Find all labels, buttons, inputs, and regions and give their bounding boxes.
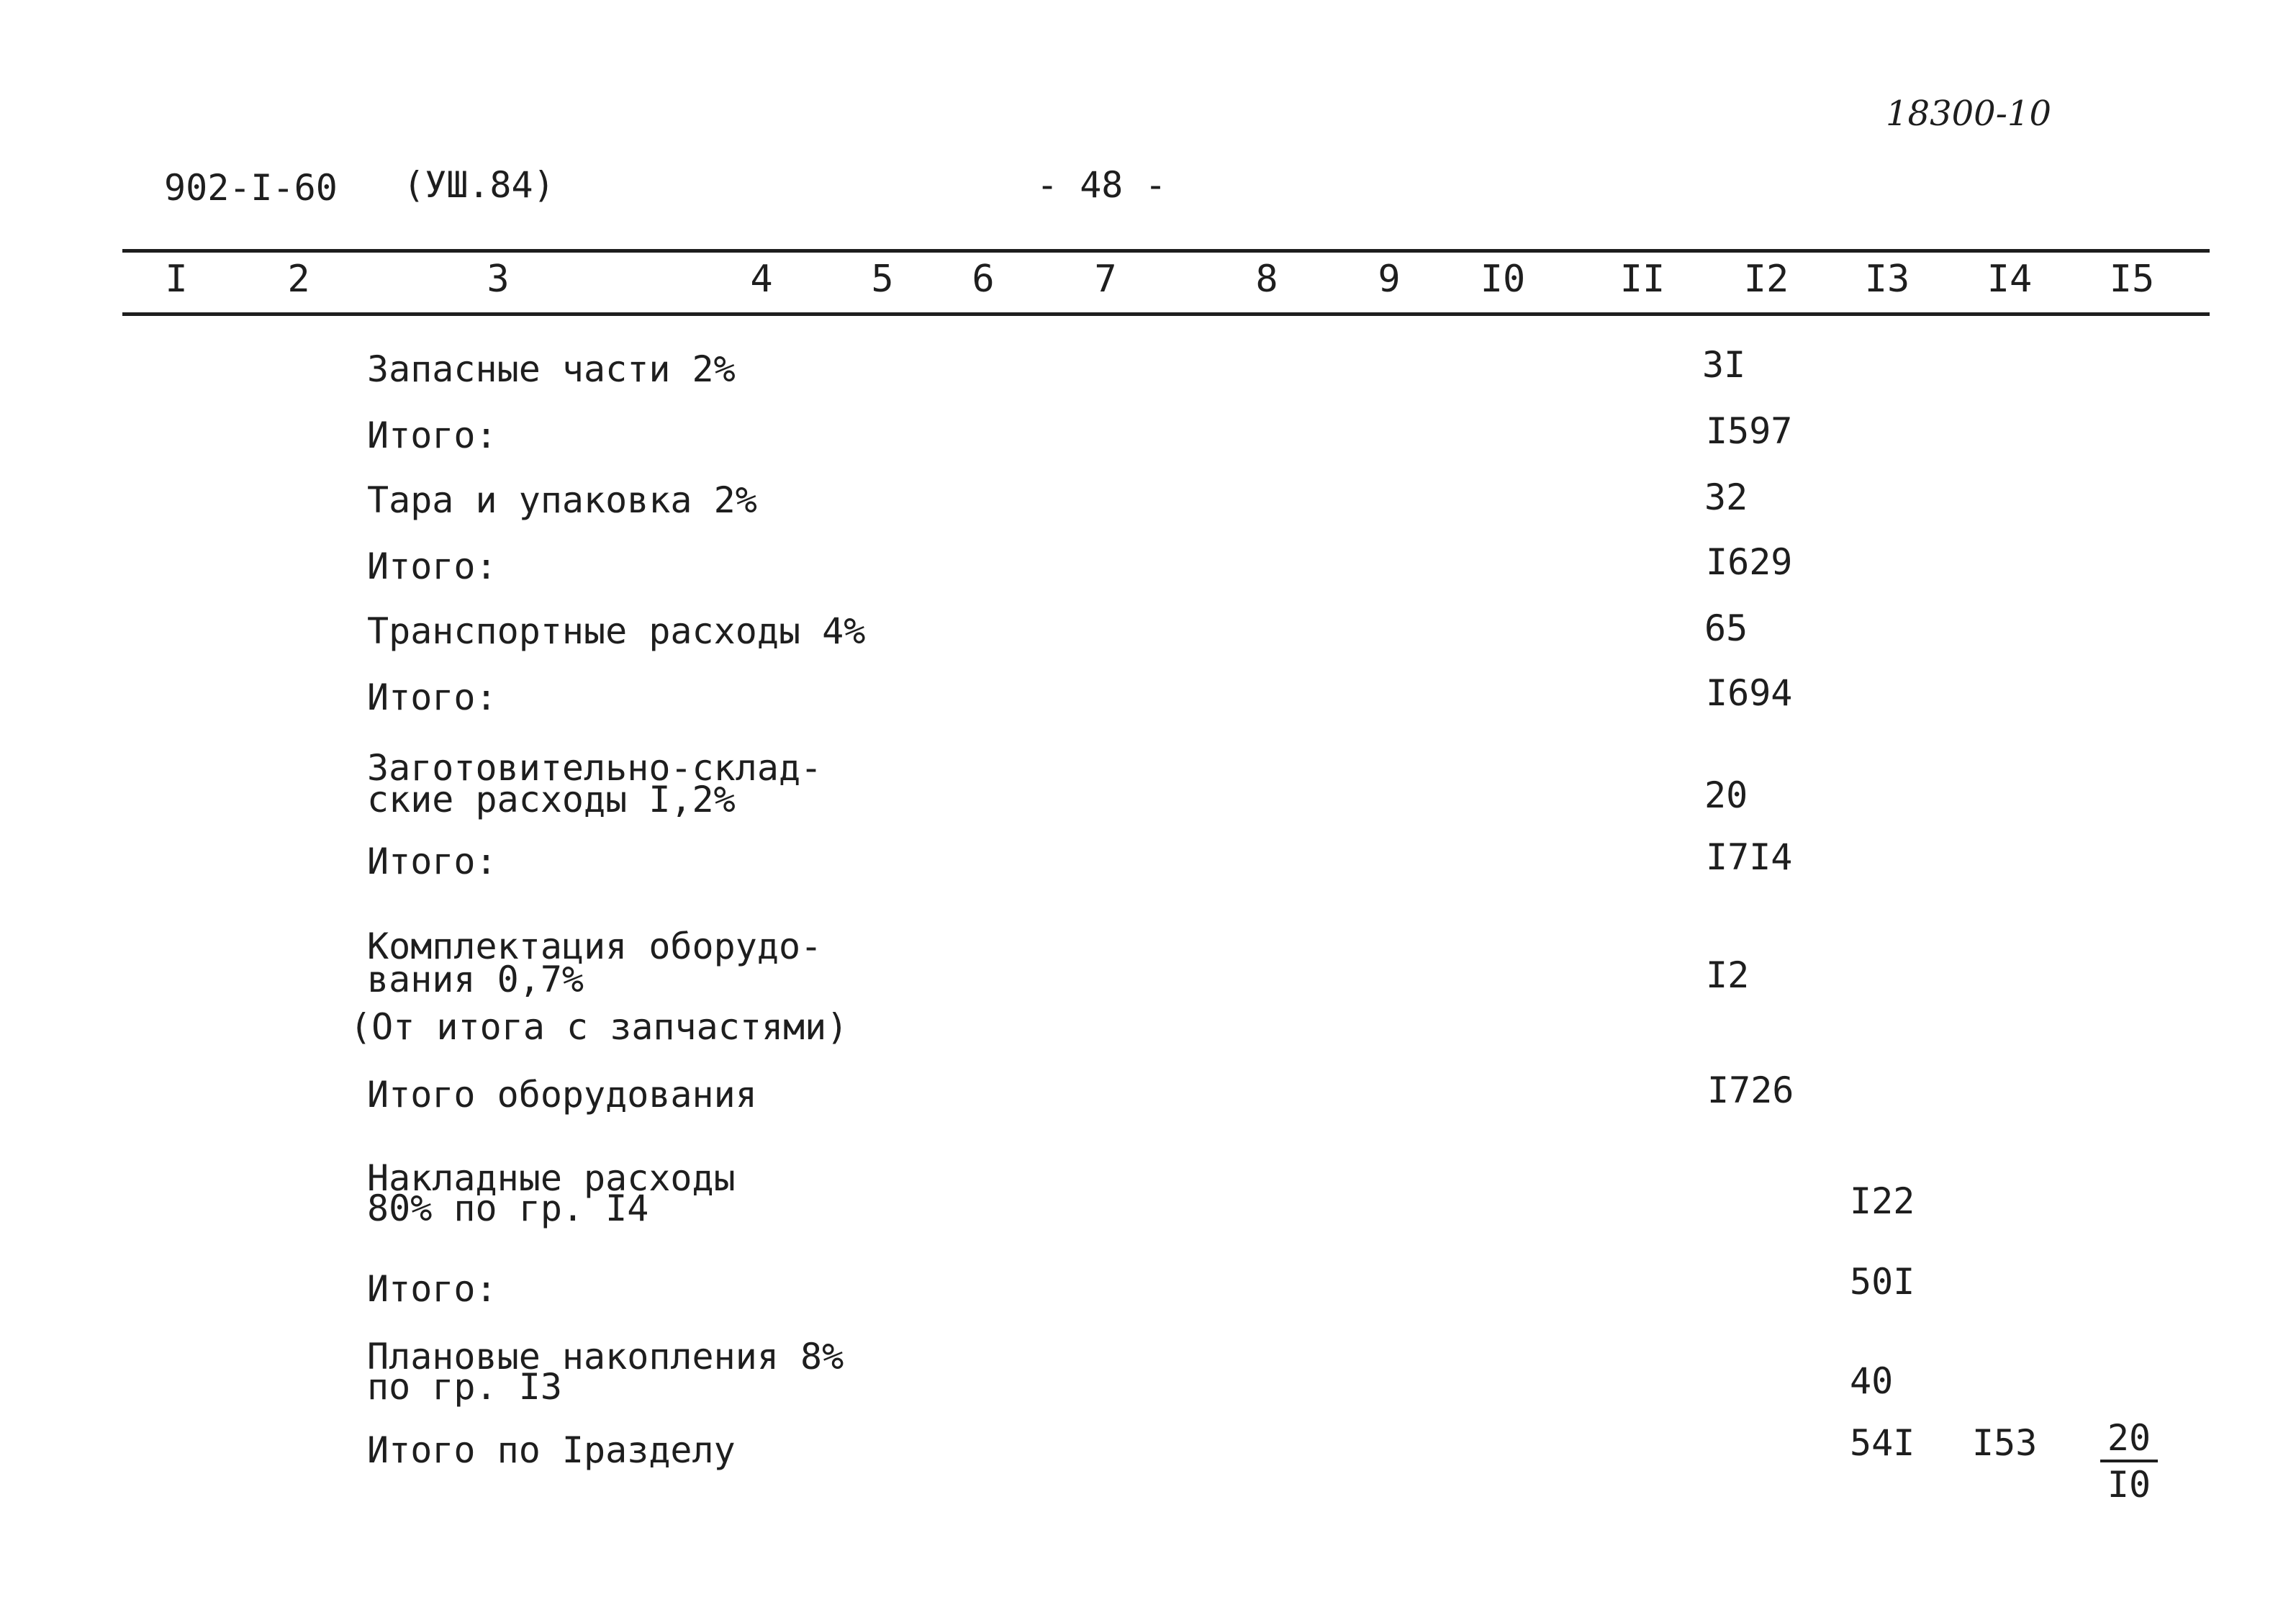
- column-header-5: 5: [871, 258, 894, 301]
- column-header-15: I5: [2109, 258, 2155, 301]
- column-header-10: I0: [1480, 258, 1526, 301]
- fraction-denominator: I0: [2107, 1464, 2151, 1506]
- row-value-equipment-total: I726: [1707, 1069, 1794, 1111]
- row-label-equipment-set-line2: вания 0,7%: [367, 959, 584, 1000]
- column-header-9: 9: [1378, 258, 1401, 301]
- row-label-planned-savings-line2: по гр. I3: [367, 1366, 562, 1408]
- column-header-13: I3: [1864, 258, 1910, 301]
- document-code: 902-I-60: [164, 167, 338, 209]
- document-note: (УШ.84): [403, 164, 555, 206]
- archive-number: 18300-10: [1886, 94, 2051, 134]
- row-value-section-total-col13: 54I: [1850, 1422, 1915, 1464]
- row-label-total-4: Итого:: [367, 841, 497, 882]
- column-header-1: I: [165, 258, 188, 301]
- row-label-overhead-line1: Накладные расходы: [367, 1157, 736, 1199]
- row-value-transport: 65: [1704, 607, 1748, 649]
- row-value-spare-parts: 3I: [1702, 344, 1746, 386]
- column-header-14: I4: [1987, 258, 2033, 301]
- row-value-total-4: I7I4: [1706, 836, 1793, 878]
- row-value-overhead: I22: [1850, 1180, 1915, 1222]
- row-label-packaging: Тара и упаковка 2%: [367, 479, 757, 521]
- row-label-section-total: Итого по Iразделу: [367, 1429, 736, 1471]
- column-header-6: 6: [972, 258, 995, 301]
- row-label-total-2: Итого:: [367, 546, 497, 587]
- row-label-total-1: Итого:: [367, 415, 497, 456]
- table-top-rule: [122, 249, 2210, 253]
- row-value-total-3: I694: [1706, 672, 1793, 714]
- column-header-3: 3: [487, 258, 510, 301]
- row-label-transport: Транспортные расходы 4%: [367, 610, 866, 652]
- row-value-section-total-col15: [2100, 1416, 2158, 1507]
- table-header-rule: [122, 312, 2210, 316]
- row-label-total-5: Итого:: [367, 1268, 497, 1310]
- row-label-procurement-line2: ские расходы I,2%: [367, 779, 736, 820]
- column-header-7: 7: [1094, 258, 1117, 301]
- column-header-8: 8: [1255, 258, 1278, 301]
- row-value-planned-savings: 40: [1850, 1360, 1894, 1402]
- row-label-overhead-line2: 80% по гр. I4: [367, 1188, 649, 1229]
- row-label-equipment-set-line3: (От итога с запчастями): [350, 1006, 849, 1048]
- row-value-section-total-col14: I53: [1972, 1422, 2038, 1464]
- row-value-equipment-set: I2: [1706, 954, 1750, 996]
- column-header-12: I2: [1743, 258, 1789, 301]
- row-label-procurement-line1: Заготовительно-склад-: [367, 747, 823, 789]
- row-label-planned-savings-line1: Плановые накопления 8%: [367, 1336, 844, 1378]
- column-header-4: 4: [750, 258, 773, 301]
- row-value-procurement: 20: [1704, 774, 1748, 816]
- row-value-total-5: 50I: [1850, 1261, 1915, 1303]
- row-label-total-3: Итого:: [367, 677, 497, 718]
- column-header-11: II: [1619, 258, 1665, 301]
- row-label-equipment-set-line1: Комплектация оборудо-: [367, 926, 823, 967]
- row-value-total-2: I629: [1706, 541, 1793, 583]
- column-header-2: 2: [287, 258, 310, 301]
- row-value-total-1: I597: [1706, 410, 1793, 452]
- row-value-packaging: 32: [1704, 476, 1748, 518]
- row-label-spare-parts: Запасные части 2%: [367, 348, 736, 390]
- row-label-equipment-total: Итого оборудования: [367, 1074, 757, 1116]
- fraction-numerator: 20: [2100, 1416, 2158, 1462]
- page-number: - 48 -: [1036, 164, 1167, 206]
